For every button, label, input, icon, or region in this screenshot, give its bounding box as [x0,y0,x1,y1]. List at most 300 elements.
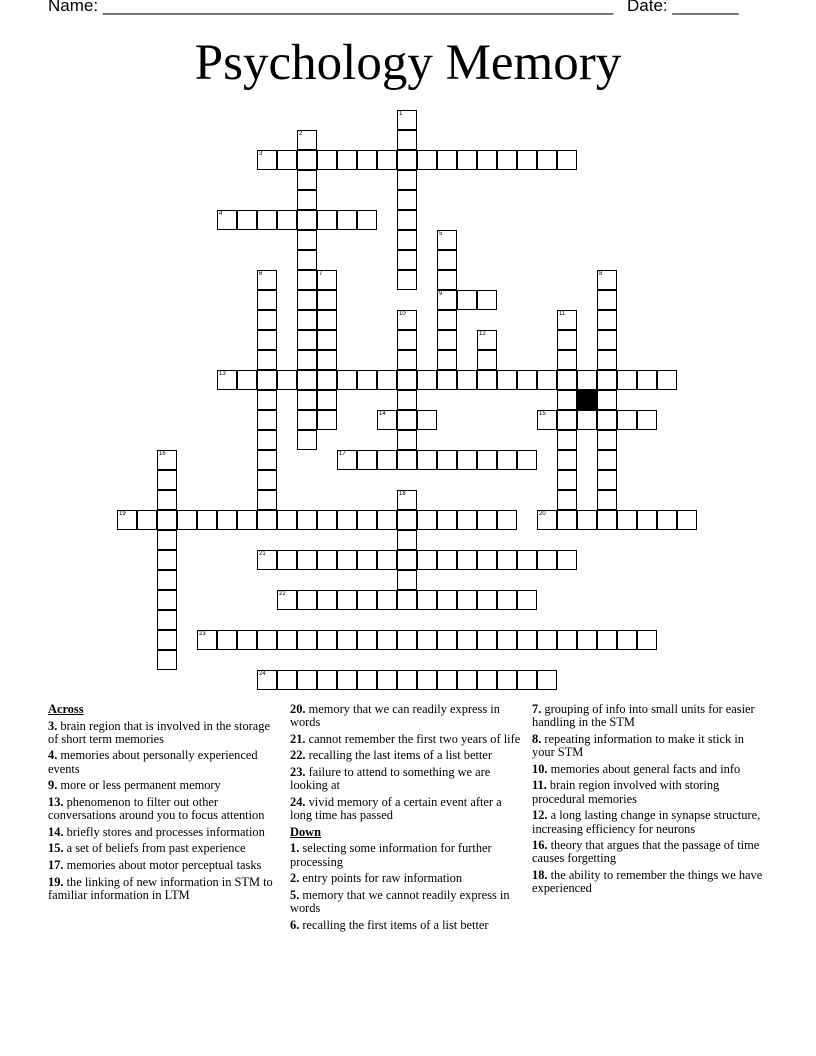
grid-cell[interactable] [297,150,317,170]
grid-cell[interactable] [637,370,657,390]
grid-cell[interactable] [397,590,417,610]
cell-number: 12 [479,331,486,337]
grid-cell[interactable] [317,670,337,690]
clue-text: theory that argues that the passage of time causes forgetting [532,838,760,866]
clue-number: 10. [532,761,548,776]
grid-cell[interactable] [437,150,457,170]
grid-cell[interactable] [537,510,557,530]
grid-cell[interactable] [557,310,577,330]
clue-item [48,749,280,776]
grid-cell[interactable] [277,590,297,610]
grid-cell[interactable] [477,330,497,350]
grid-cell[interactable] [357,630,377,650]
grid-cell[interactable] [497,670,517,690]
grid-cell[interactable] [457,590,477,610]
grid-cell[interactable] [397,190,417,210]
grid-cell[interactable] [477,510,497,530]
grid-cell[interactable] [597,430,617,450]
grid-cell[interactable] [357,550,377,570]
grid-cell[interactable] [257,310,277,330]
grid-cell[interactable] [257,210,277,230]
grid-cell[interactable] [557,350,577,370]
grid-cell[interactable] [637,510,657,530]
grid-cell[interactable] [297,290,317,310]
grid-cell[interactable] [317,310,337,330]
grid-cell[interactable] [437,630,457,650]
clue-number: 16. [532,838,548,853]
clue-number: 18. [532,868,548,883]
cell-number: 23 [199,631,206,637]
grid-cell[interactable] [677,510,697,530]
grid-cell[interactable] [517,370,537,390]
clue-column-3 [532,703,764,899]
grid-cell[interactable] [557,430,577,450]
grid-cell[interactable] [457,550,477,570]
grid-cell[interactable] [337,450,357,470]
grid-cell[interactable] [297,410,317,430]
grid-cell[interactable] [497,510,517,530]
grid-cell[interactable] [557,630,577,650]
grid-cell[interactable] [597,510,617,530]
clue-number: 5. [290,887,300,902]
clue-number: 21. [290,731,306,746]
grid-cell[interactable] [297,170,317,190]
grid-cell[interactable] [617,630,637,650]
grid-cell[interactable] [397,170,417,190]
grid-cell[interactable] [397,110,417,130]
grid-cell[interactable] [297,590,317,610]
grid-cell[interactable] [157,570,177,590]
clue-text: the linking of new information in STM to familiar information in LTM [48,874,273,902]
grid-cell[interactable] [557,470,577,490]
grid-cell[interactable] [157,490,177,510]
grid-cell[interactable] [377,630,397,650]
grid-cell[interactable] [417,630,437,650]
grid-cell[interactable] [357,670,377,690]
grid-cell[interactable] [417,670,437,690]
cell-number: 16 [159,451,166,457]
grid-cell[interactable] [497,550,517,570]
grid-cell[interactable] [157,590,177,610]
grid-cell[interactable] [517,150,537,170]
grid-cell[interactable] [397,230,417,250]
clue-number: 3. [48,718,58,733]
grid-cell[interactable] [257,670,277,690]
grid-cell[interactable] [597,350,617,370]
grid-cell[interactable] [317,370,337,390]
grid-cell[interactable] [297,350,317,370]
grid-cell[interactable] [157,630,177,650]
grid-cell[interactable] [537,150,557,170]
grid-cell[interactable] [437,450,457,470]
grid-cell[interactable] [437,330,457,350]
grid-cell[interactable] [477,630,497,650]
grid-cell[interactable] [277,210,297,230]
grid-cell[interactable] [317,210,337,230]
grid-cell[interactable] [337,370,357,390]
grid-cell[interactable] [357,370,377,390]
grid-cell[interactable] [437,290,457,310]
grid-cell[interactable] [517,590,537,610]
grid-cell[interactable] [417,550,437,570]
clue-number: 15. [48,841,64,856]
grid-cell[interactable] [397,370,417,390]
grid-cell[interactable] [457,670,477,690]
grid-cell[interactable] [477,350,497,370]
grid-cell[interactable] [317,410,337,430]
grid-cell[interactable] [277,630,297,650]
grid-cell[interactable] [277,370,297,390]
grid-cell[interactable] [397,530,417,550]
grid-cell[interactable] [377,450,397,470]
grid-cell[interactable] [597,630,617,650]
grid-cell[interactable] [417,410,437,430]
cell-number: 5 [439,231,443,237]
grid-cell[interactable] [577,510,597,530]
grid-cell[interactable] [317,330,337,350]
grid-cell[interactable] [257,470,277,490]
grid-cell[interactable] [237,370,257,390]
grid-cell[interactable] [397,330,417,350]
grid-cell[interactable] [457,510,477,530]
grid-cell[interactable] [297,630,317,650]
grid-cell[interactable] [397,490,417,510]
grid-cell[interactable] [417,510,437,530]
cell-number: 1 [399,111,403,117]
grid-cell[interactable] [297,330,317,350]
grid-cell[interactable] [657,510,677,530]
grid-cell[interactable] [437,230,457,250]
grid-cell[interactable] [397,630,417,650]
clue-text: memories about general facts and info [550,761,741,776]
grid-cell[interactable] [357,450,377,470]
cell-number: 9 [439,291,443,297]
grid-cell[interactable] [137,510,157,530]
grid-cell[interactable] [257,270,277,290]
clue-item [532,703,764,730]
grid-cell[interactable] [217,510,237,530]
grid-cell[interactable] [377,510,397,530]
clue-item [290,842,522,869]
grid-cell[interactable] [337,150,357,170]
grid-cell[interactable] [257,390,277,410]
grid-cell[interactable] [157,550,177,570]
grid-cell[interactable] [377,150,397,170]
grid-cell[interactable] [297,370,317,390]
grid-cell[interactable] [297,250,317,270]
grid-cell[interactable] [517,450,537,470]
grid-cell[interactable] [497,630,517,650]
grid-cell[interactable] [157,610,177,630]
grid-cell[interactable] [577,410,597,430]
grid-cell[interactable] [157,510,177,530]
grid-cell[interactable] [637,630,657,650]
grid-cell[interactable] [157,530,177,550]
across-heading: Across [48,702,84,716]
grid-cell[interactable] [537,410,557,430]
grid-cell[interactable] [277,670,297,690]
grid-cell[interactable] [217,630,237,650]
grid-cell[interactable] [497,150,517,170]
clue-text: memory that we cannot readily express in words [290,887,510,916]
grid-cell[interactable] [497,450,517,470]
grid-cell[interactable] [357,150,377,170]
cell-number: 22 [279,591,286,597]
grid-cell[interactable] [257,350,277,370]
grid-cell[interactable] [517,630,537,650]
clue-item [290,766,522,793]
grid-cell[interactable] [537,370,557,390]
grid-cell[interactable] [217,210,237,230]
grid-cell[interactable] [397,430,417,450]
grid-cell[interactable] [437,670,457,690]
grid-cell[interactable] [397,350,417,370]
grid-cell[interactable] [557,490,577,510]
grid-cell[interactable] [557,550,577,570]
grid-cell[interactable] [597,410,617,430]
grid-cell[interactable] [597,390,617,410]
clue-item [290,919,522,932]
grid-cell[interactable] [157,450,177,470]
grid-cell[interactable] [437,510,457,530]
grid-cell[interactable] [317,390,337,410]
grid-cell[interactable] [337,630,357,650]
grid-cell[interactable] [357,590,377,610]
grid-cell[interactable] [497,590,517,610]
grid-cell[interactable] [557,390,577,410]
grid-cell[interactable] [597,290,617,310]
clue-column-1 [48,703,280,906]
grid-cell[interactable] [437,310,457,330]
grid-cell[interactable] [337,510,357,530]
grid-cell[interactable] [377,410,397,430]
grid-cell[interactable] [297,230,317,250]
grid-cell[interactable] [297,210,317,230]
grid-cell[interactable] [357,510,377,530]
grid-cell[interactable] [377,590,397,610]
grid-cell[interactable] [277,510,297,530]
grid-cell[interactable] [477,290,497,310]
grid-cell[interactable] [277,150,297,170]
grid-cell[interactable] [397,670,417,690]
grid-cell[interactable] [117,510,137,530]
grid-cell[interactable] [517,550,537,570]
grid-cell[interactable] [437,250,457,270]
clue-text: a long lasting change in synapse structure, increasing efficiency for neurons [532,808,761,836]
grid-cell[interactable] [437,550,457,570]
cell-number: 21 [259,551,266,557]
grid-cell[interactable] [397,570,417,590]
grid-cell[interactable] [517,670,537,690]
grid-cell[interactable] [437,370,457,390]
clue-item [532,869,764,896]
grid-cell[interactable] [277,550,297,570]
grid-cell[interactable] [297,550,317,570]
grid-cell[interactable] [297,190,317,210]
clue-text: cannot remember the first two years of life [308,731,521,746]
down-heading: Down [290,824,321,839]
grid-cell[interactable] [457,630,477,650]
grid-cell[interactable] [257,370,277,390]
grid-cell[interactable] [377,670,397,690]
grid-cell[interactable] [657,370,677,390]
grid-cell[interactable] [537,630,557,650]
grid-cell[interactable] [337,210,357,230]
grid-cell[interactable] [297,270,317,290]
grid-cell[interactable] [617,510,637,530]
clue-text: brain region that is involved in the storage of short term memories [48,718,270,746]
grid-cell[interactable] [597,330,617,350]
cell-number: 8 [599,271,603,277]
clue-number: 13. [48,794,64,809]
grid-cell[interactable] [317,630,337,650]
grid-cell[interactable] [457,370,477,390]
grid-cell[interactable] [497,370,517,390]
grid-cell[interactable] [397,130,417,150]
grid-cell[interactable] [557,510,577,530]
grid-cell[interactable] [397,510,417,530]
grid-cell[interactable] [397,550,417,570]
grid-cell[interactable] [337,590,357,610]
grid-cell[interactable] [397,250,417,270]
grid-cell[interactable] [477,590,497,610]
grid-cell[interactable] [217,370,237,390]
grid-cell[interactable] [317,150,337,170]
grid-cell[interactable] [317,590,337,610]
grid-cell[interactable] [597,470,617,490]
clue-text: briefly stores and processes information [66,824,265,839]
clue-text: entry points for raw information [302,871,463,886]
clue-item [48,842,280,855]
grid-cell[interactable] [197,510,217,530]
grid-cell[interactable] [477,150,497,170]
grid-cell[interactable] [397,390,417,410]
grid-cell[interactable] [257,630,277,650]
clue-number: 7. [532,702,542,716]
grid-cell[interactable] [417,450,437,470]
grid-cell[interactable] [577,630,597,650]
grid-cell[interactable] [557,410,577,430]
grid-cell[interactable] [337,670,357,690]
grid-cell[interactable] [437,350,457,370]
grid-cell[interactable] [237,210,257,230]
grid-cell[interactable] [457,150,477,170]
grid-cell[interactable] [157,470,177,490]
grid-cell[interactable] [237,630,257,650]
grid-cell[interactable] [397,210,417,230]
grid-cell[interactable] [257,150,277,170]
grid-cell[interactable] [477,450,497,470]
grid-cell[interactable] [397,270,417,290]
grid-cell[interactable] [257,510,277,530]
clue-item [290,889,522,916]
grid-cell[interactable] [557,450,577,470]
grid-cell[interactable] [617,370,637,390]
clue-number: 12. [532,808,548,823]
grid-cell[interactable] [397,310,417,330]
grid-cell[interactable] [557,370,577,390]
grid-cell[interactable] [477,370,497,390]
grid-cell[interactable] [437,590,457,610]
grid-cell[interactable] [437,270,457,290]
grid-cell[interactable] [257,410,277,430]
grid-cell[interactable] [317,270,337,290]
grid-cell[interactable] [557,330,577,350]
grid-cell[interactable] [257,490,277,510]
grid-cell[interactable] [257,550,277,570]
grid-cell[interactable] [297,130,317,150]
grid-cell[interactable] [317,510,337,530]
grid-cell[interactable] [317,550,337,570]
grid-cell[interactable] [377,550,397,570]
grid-cell[interactable] [257,430,277,450]
grid-cell[interactable] [297,390,317,410]
grid-cell[interactable] [597,490,617,510]
clue-item [48,859,280,872]
clue-number: 23. [290,765,306,780]
grid-cell[interactable] [257,450,277,470]
grid-cell[interactable] [317,350,337,370]
clue-text: memories about personally experienced events [48,748,258,776]
grid-cell[interactable] [397,150,417,170]
grid-cell[interactable] [537,670,557,690]
grid-cell[interactable] [297,310,317,330]
clue-number: 19. [48,874,64,889]
grid-cell[interactable] [637,410,657,430]
grid-cell[interactable] [297,430,317,450]
clue-item [290,749,522,762]
grid-cell[interactable] [417,370,437,390]
grid-cell[interactable] [257,330,277,350]
cell-number: 7 [319,271,323,277]
clue-item [290,733,522,746]
grid-cell[interactable] [597,370,617,390]
cell-number: 24 [259,671,266,677]
grid-cell[interactable] [197,630,217,650]
grid-cell[interactable] [457,290,477,310]
clue-text: grouping of info into small units for easier handling in the STM [532,702,755,730]
grid-cell[interactable] [157,650,177,670]
grid-cell[interactable] [597,450,617,470]
grid-cell[interactable] [377,370,397,390]
grid-cell[interactable] [617,410,637,430]
grid-cell[interactable] [237,510,257,530]
grid-cell[interactable] [557,150,577,170]
grid-cell[interactable] [177,510,197,530]
grid-cell[interactable] [577,370,597,390]
grid-cell[interactable] [397,410,417,430]
blocked-cell [577,390,597,410]
grid-cell[interactable] [257,290,277,310]
grid-cell[interactable] [337,550,357,570]
grid-cell[interactable] [597,310,617,330]
grid-cell[interactable] [457,450,477,470]
grid-cell[interactable] [537,550,557,570]
grid-cell[interactable] [357,210,377,230]
grid-cell[interactable] [397,450,417,470]
grid-cell[interactable] [477,550,497,570]
grid-cell[interactable] [597,270,617,290]
grid-cell[interactable] [477,670,497,690]
clue-item [532,733,764,760]
grid-cell[interactable] [297,510,317,530]
grid-cell[interactable] [317,290,337,310]
grid-cell[interactable] [297,670,317,690]
cell-number: 13 [219,371,226,377]
grid-cell[interactable] [417,150,437,170]
grid-cell[interactable] [417,590,437,610]
clue-text: brain region involved with storing procedural memories [532,778,720,806]
